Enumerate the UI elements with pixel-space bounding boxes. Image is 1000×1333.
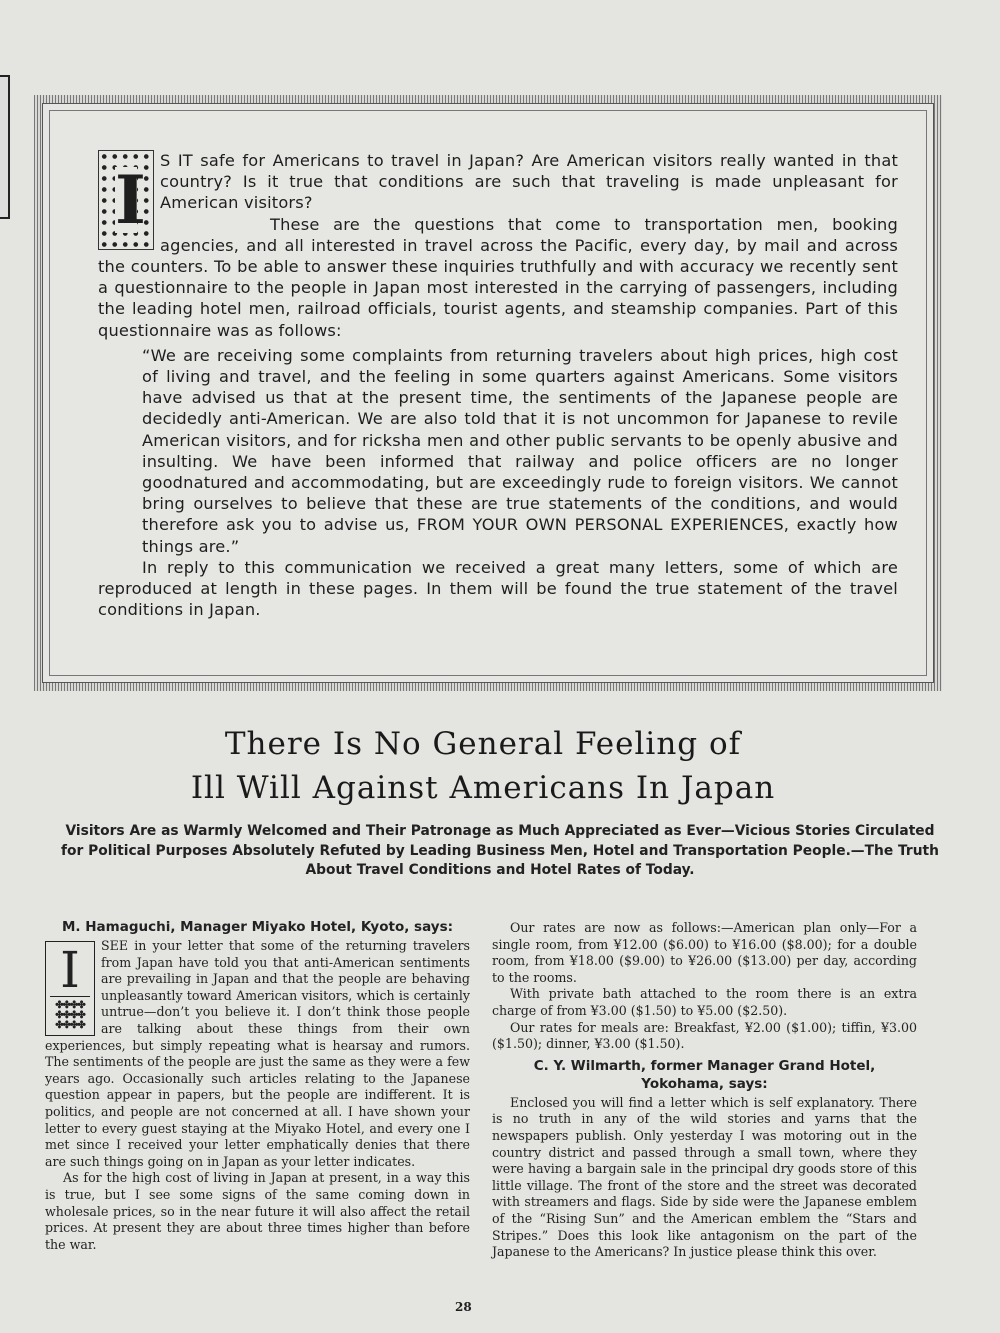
right-column-heading: C. Y. Wilmarth, former Manager Grand Hotel, Yokohama, says: [533,1057,876,1092]
body-paragraph: Our rates for meals are: Breakfast, ¥2.00 ($1.00); tiffin, ¥3.00 ($1.50); dinner, ¥3.00 ($1.50). [492,1019,917,1052]
left-column [45,918,470,1253]
body-paragraph: As for the high cost of living in Japan at present, in a way this is true, but I see some signs of the same coming down in wholesale prices, so in the near future it will also affect the retail prices. At present they are about three times higher than before the war. [45,1170,470,1252]
right-column [492,920,917,1261]
intro-box [34,95,942,691]
intro-paragraph: In reply to this communication we received a great many letters, some of which are reproduced at length in these pages. In them will be found the true statement of the travel conditions in Japan. [98,557,898,620]
article-subtitle: Visitors Are as Warmly Welcomed and Their Patronage as Much Appreciated as Ever—Vicious Stories Circulated for Political Purposes Absolutely Refuted by Leading Business Men, Hotel and Transportation People.—The Truth About Travel Conditions and Hotel Rates of Today. [61,823,939,878]
dropcap-letter: I [115,161,147,239]
body-paragraph: SEE in your letter that some of the returning travelers from Japan have told you that anti-American sentiments are prevailing in Japan and that the people are behaving unpleasantly toward American visitors, which is certainly untrue—don’t you believe it. I don’t think those people are talking about these things from their own experiences, but simply repeating what is hearsay and rumors. The sentiments of the people are just the same as they were a few years ago. Occasionally such articles relating to the Japanese question appear in papers, but the people are indifferent. It is politics, and people are not concerned at all. I have shown your letter to every guest staying at the Miyako Hotel, and every one I met since I received your letter emphatically denies that there are such things going on in Japan as your letter indicates. [45,938,470,1169]
ornamental-dropcap [98,150,154,250]
intro-quote: “We are receiving some complaints from returning travelers about high prices, high cost of living and travel, and the feeling in some quarters against Americans. Some visitors have advised us that at the present time, the sentiments of the Japanese people are decidedly anti-American. We are also told that it is not uncommon for Japanese to revile American visitors, and for ricksha men and other public servants to be openly abusive and insulting. We have been informed that railway and police officers are no longer goodnatured and accommodating, but are exceedingly rude to foreign visitors. We cannot bring ourselves to believe that these are true statements of the conditions, and would therefore ask you to advise us, FROM YOUR OWN PERSONAL EXPERIENCES, exactly how things are.” [142,345,898,556]
intro-box-frame [42,103,934,683]
article-title-line-1: There Is No General Feeling of [224,726,742,762]
body-paragraph: Our rates are now as follows:—American plan only—For a single room, from ¥12.00 ($6.00) to ¥16.00 ($8.00); for a double room, from ¥18.00 ($9.00) to ¥26.00 ($13.00) per day, according to the rooms. [492,920,917,985]
dropcap-ornament: ✤✤✤✤ ✤✤✤✤ ✤✤✤✤ [50,996,90,1031]
dropcap-letter: I [60,941,80,999]
article-title-line-2: Ill Will Against Americans In Japan [190,770,776,806]
adjacent-page-edge [0,75,10,219]
body-paragraph: Enclosed you will find a letter which is self explanatory. There is no truth in any of the wild stories and yarns that the newspapers publish. Only yesterday I was motoring out in the country district and passed through a small town, where they were having a bargain sale in the principal dry goods store of this little village. The front of the store and the street was decorated with streamers and flags. Side by side were the Japanese emblem of the “Rising Sun” and the American emblem the “Stars and Stripes.” Does this look like antagonism on the part of the Japanese to the Americans? In justice please think this over. [492,1094,917,1260]
intro-paragraph: These are the questions that come to transportation men, booking agencies, and all interested in travel across the Pacific, every day, by mail and across the counters. To be able to answer these inquiries truthfully and with accuracy we recently sent a questionnaire to the people in Japan most interested in the carrying of passengers, including the leading hotel men, railroad officials, tourist agents, and steamship companies. Part of this questionnaire was as follows: [98,214,898,340]
dropcap-box [45,941,95,1036]
body-paragraph: With private bath attached to the room there is an extra charge of from ¥3.00 ($1.50) to ¥5.00 ($2.50). [492,986,917,1018]
intro-paragraph: S IT safe for Americans to travel in Japan? Are American visitors really wanted in that country? Is it true that conditions are such that traveling is made unpleasant for American visitors? [160,151,898,213]
page-number: 28 [455,1300,472,1314]
intro-text [98,150,898,620]
left-column-heading: M. Hamaguchi, Manager Miyako Hotel, Kyoto, says: [61,919,454,935]
